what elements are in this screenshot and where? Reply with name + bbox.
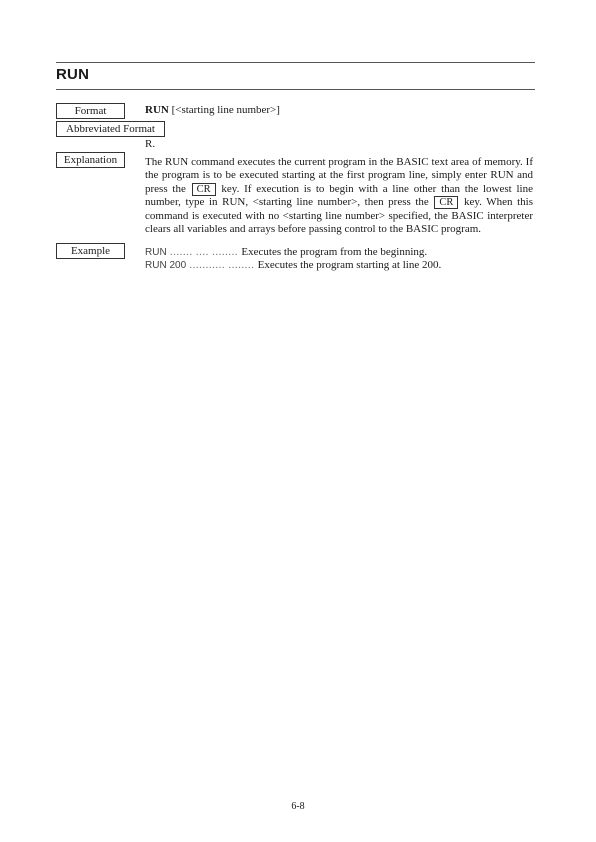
example-label: Example xyxy=(56,243,125,259)
abbreviated-format-label: Abbreviated Format xyxy=(56,121,165,137)
abbreviated-format-value: R. xyxy=(145,138,156,150)
top-rule xyxy=(56,62,535,63)
explanation-part-2: key. If execution is to begin with a line other than the lowest line number, type in RUN, <starting line number>, then press the xyxy=(145,182,533,209)
explanation-part-3: key. When this command is executed with no <starting line number> specified, the BASIC interpreter clears all variables and arrays before passing control to the BASIC program. xyxy=(145,196,533,236)
cr-key: CR xyxy=(192,183,216,196)
example-description: Executes the program starting at line 200. xyxy=(257,259,442,271)
explanation-text xyxy=(145,156,533,236)
format-args: [<starting line number>] xyxy=(168,104,280,116)
explanation-part-1: The RUN command executes the current program in the BASIC text area of memory. If the program is to be executed starting at the first program line, simply enter RUN and press the xyxy=(145,156,533,195)
cr-key: CR xyxy=(434,196,458,209)
example-command: RUN 200 xyxy=(145,260,187,271)
format-command: RUN xyxy=(145,104,169,116)
explanation-label: Explanation xyxy=(56,152,125,168)
format-syntax xyxy=(145,104,280,117)
example-leader-dots: ........... ........ xyxy=(186,259,258,271)
example-row xyxy=(145,246,427,259)
page-number: 6-8 xyxy=(291,801,305,812)
example-command: RUN xyxy=(145,247,167,258)
format-label: Format xyxy=(56,103,125,119)
example-description: Executes the program from the beginning. xyxy=(241,246,428,258)
section-heading: RUN xyxy=(56,66,90,83)
bottom-rule xyxy=(56,89,535,90)
example-row xyxy=(145,259,441,272)
example-leader-dots: ....... .... ........ xyxy=(166,246,242,258)
